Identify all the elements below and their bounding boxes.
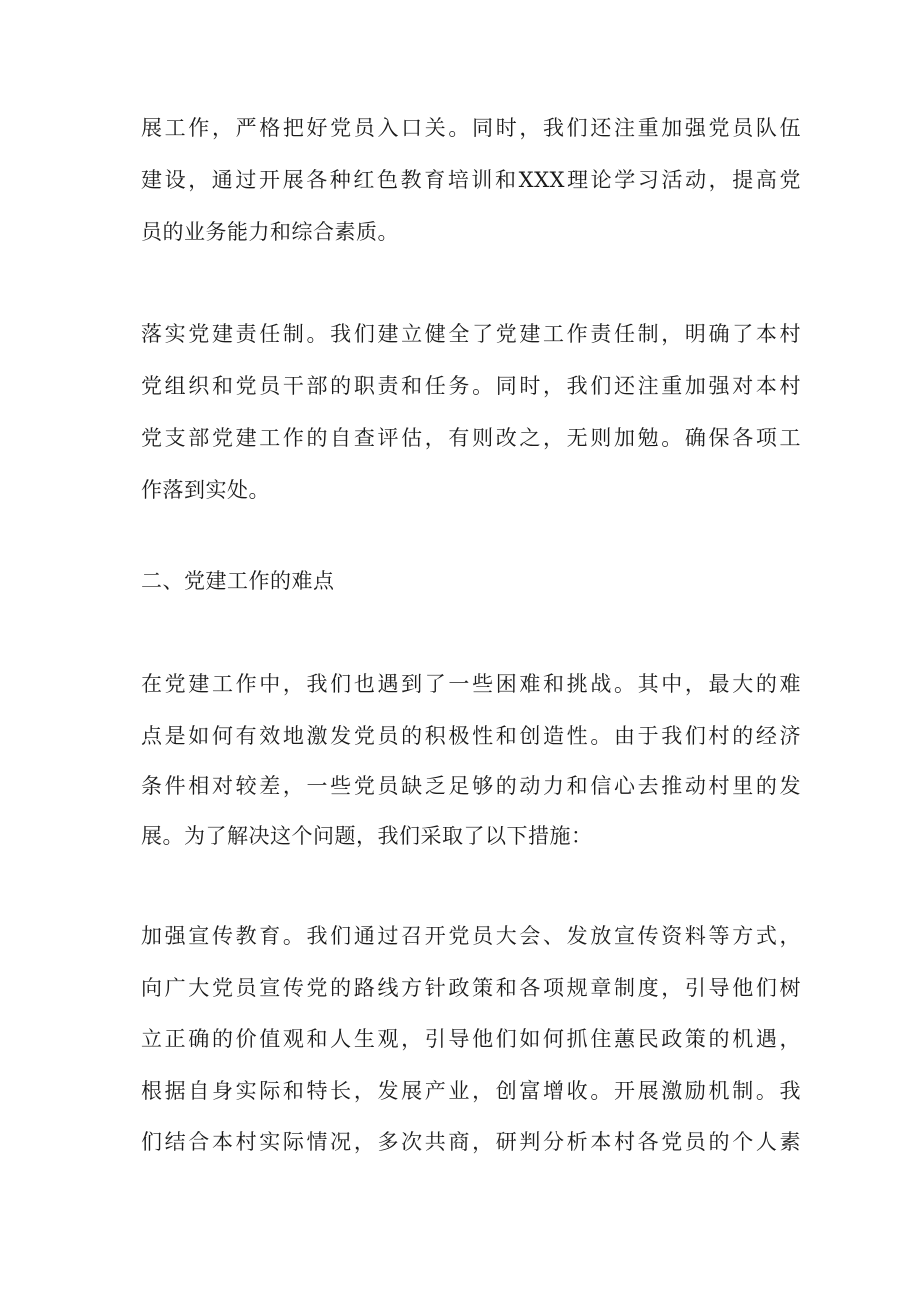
text-line: 立正确的价值观和人生观，引导他们如何抓住蕙民政策的机遇，	[141, 1027, 801, 1051]
text-line: 党支部党建工作的自查评估，有则改之，无则加勉。确保各项工	[141, 426, 801, 450]
text-line: 条件相对较差，一些党员缺乏足够的动力和信心去推动村里的发	[141, 774, 801, 798]
text-line: 在党建工作中，我们也遇到了一些困难和挑战。其中，最大的难	[141, 672, 801, 696]
section-heading: 二、党建工作的难点	[141, 569, 335, 593]
text-line: 落实党建责任制。我们建立健全了党建工作责任制，明确了本村	[141, 322, 801, 346]
text-line: 作落到实处。	[141, 478, 270, 502]
text-line: 向广大党员宣传党的路线方针政策和各项规章制度，引导他们树	[141, 976, 801, 1000]
text-line: 点是如何有效地激发党员的积极性和创造性。由于我们村的经济	[141, 724, 801, 748]
text-line: 根据自身实际和特长，发展产业，创富增收。开展激励机制。我	[141, 1079, 801, 1103]
text-line: 员的业务能力和综合素质。	[141, 220, 399, 244]
text-line: 们结合本村实际情况，多次共商，研判分析本村各党员的个人素	[141, 1130, 801, 1154]
text-line: 展。为了解决这个问题，我们采取了以下措施：	[141, 824, 593, 848]
text-line: 建设，通过开展各种红色教育培训和XXX理论学习活动，提高党	[141, 168, 801, 192]
text-line: 展工作，严格把好党员入口关。同时，我们还注重加强党员队伍	[141, 116, 801, 140]
text-line: 党组织和党员干部的职责和任务。同时，我们还注重加强对本村	[141, 374, 801, 398]
text-line: 加强宣传教育。我们通过召开党员大会、发放宣传资料等方式，	[141, 924, 801, 948]
